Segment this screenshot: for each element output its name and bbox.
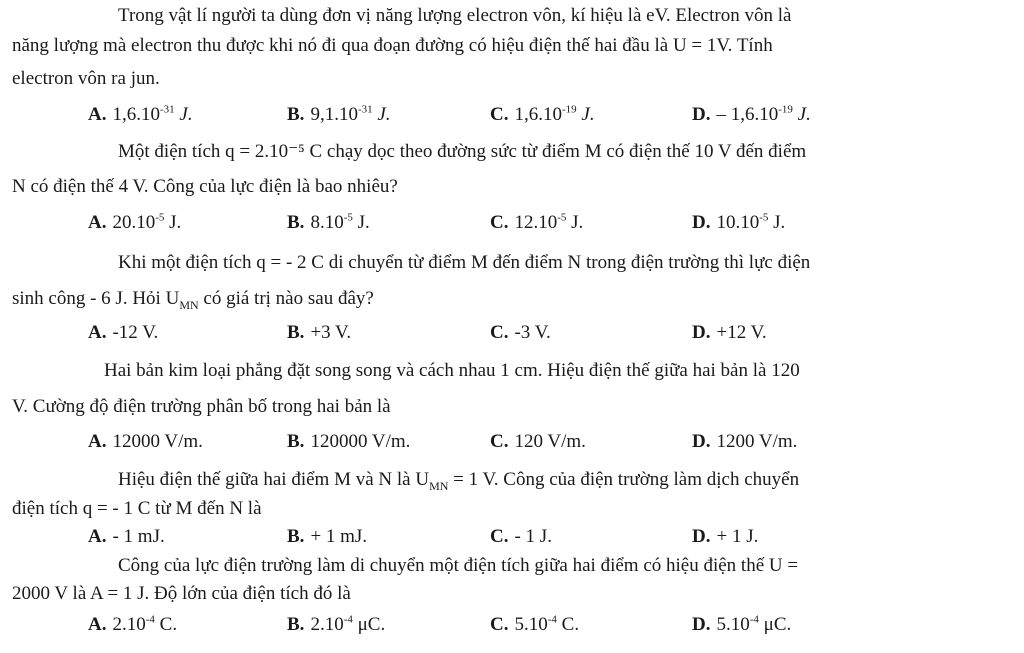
q4-option-b[interactable]: B. 120000 V/m. bbox=[287, 431, 411, 452]
q5-line-2: điện tích q = - 1 C từ M đến N là bbox=[12, 498, 262, 519]
q5-option-c[interactable]: C. - 1 J. bbox=[490, 526, 552, 547]
q3-option-d[interactable]: D. +12 V. bbox=[692, 322, 767, 343]
q5-option-b[interactable]: B. + 1 mJ. bbox=[287, 526, 368, 547]
q2-option-b[interactable]: B. $8.10^{-5}$ J. bbox=[287, 211, 370, 233]
q5-option-a[interactable]: A. - 1 mJ. bbox=[88, 526, 165, 547]
q6-option-a[interactable]: A. $2.10^{-4}$ C. bbox=[88, 613, 178, 635]
q1-option-d[interactable]: D. – $1,6.10^{-19}$ J. bbox=[692, 103, 811, 125]
q3-option-c[interactable]: C. -3 V. bbox=[490, 322, 551, 343]
q3-line-1: Khi một điện tích q = - 2 C di chuyển từ điểm M đến điểm N trong điện trường thì lực điện bbox=[118, 252, 811, 273]
q3-option-a[interactable]: A. -12 V. bbox=[88, 322, 159, 343]
q4-option-c[interactable]: C. 120 V/m. bbox=[490, 431, 586, 452]
q1-line-3: electron vôn ra jun. bbox=[12, 68, 160, 89]
q4-option-a[interactable]: A. 12000 V/m. bbox=[88, 431, 203, 452]
q2-option-c[interactable]: C. $12.10^{-5}$ J. bbox=[490, 211, 584, 233]
q1-option-a[interactable]: A. $1,6.10^{-31}$ J. bbox=[88, 103, 193, 125]
q6-line-2: 2000 V là A = 1 J. Độ lớn của điện tích đó là bbox=[12, 583, 351, 604]
q6-line-1: Công của lực điện trường làm di chuyển một điện tích giữa hai điểm có hiệu điện thế U = bbox=[118, 555, 799, 576]
q4-option-d[interactable]: D. 1200 V/m. bbox=[692, 431, 798, 452]
q6-option-d[interactable]: D. $5.10^{-4}$ μC. bbox=[692, 613, 792, 635]
q2-option-d[interactable]: D. $10.10^{-5}$ J. bbox=[692, 211, 786, 233]
q1-option-c[interactable]: C. $1,6.10^{-19}$ J. bbox=[490, 103, 595, 125]
q6-option-b[interactable]: B. $2.10^{-4}$ μC. bbox=[287, 613, 386, 635]
q1-line-1: Trong vật lí người ta dùng đơn vị năng lượng electron vôn, kí hiệu là eV. Electron vôn là bbox=[118, 5, 792, 26]
q5-option-d[interactable]: D. + 1 J. bbox=[692, 526, 759, 547]
q2-option-a[interactable]: A. $20.10^{-5}$ J. bbox=[88, 211, 182, 233]
q2-line-1: Một điện tích q = 2.10⁻⁵ C chạy dọc theo đường sức từ điểm M có điện thế 10 V đến điểm bbox=[118, 141, 807, 162]
q2-line-2: N có điện thế 4 V. Công của lực điện là bao nhiêu? bbox=[12, 176, 398, 197]
q5-line-1: Hiệu điện thế giữa hai điểm M và N là $U_{MN} = 1$ V. Công của điện trường làm dịch chuyển bbox=[118, 469, 800, 493]
q3-line-2: sinh công - 6 J. Hỏi $U_{MN}$ có giá trị nào sau đây? bbox=[12, 288, 374, 312]
q4-line-2: V. Cường độ điện trường phân bố trong hai bản là bbox=[12, 396, 391, 417]
q4-line-1: Hai bản kim loại phẳng đặt song song và cách nhau 1 cm. Hiệu điện thế giữa hai bản là 120 bbox=[104, 360, 800, 381]
q1-line-2: năng lượng mà electron thu được khi nó đi qua đoạn đường có hiệu điện thế hai đầu là U = 1V. Tính bbox=[12, 35, 773, 56]
q6-option-c[interactable]: C. $5.10^{-4}$ C. bbox=[490, 613, 580, 635]
q1-option-b[interactable]: B. $9,1.10^{-31}$ J. bbox=[287, 103, 391, 125]
q3-option-b[interactable]: B. +3 V. bbox=[287, 322, 352, 343]
